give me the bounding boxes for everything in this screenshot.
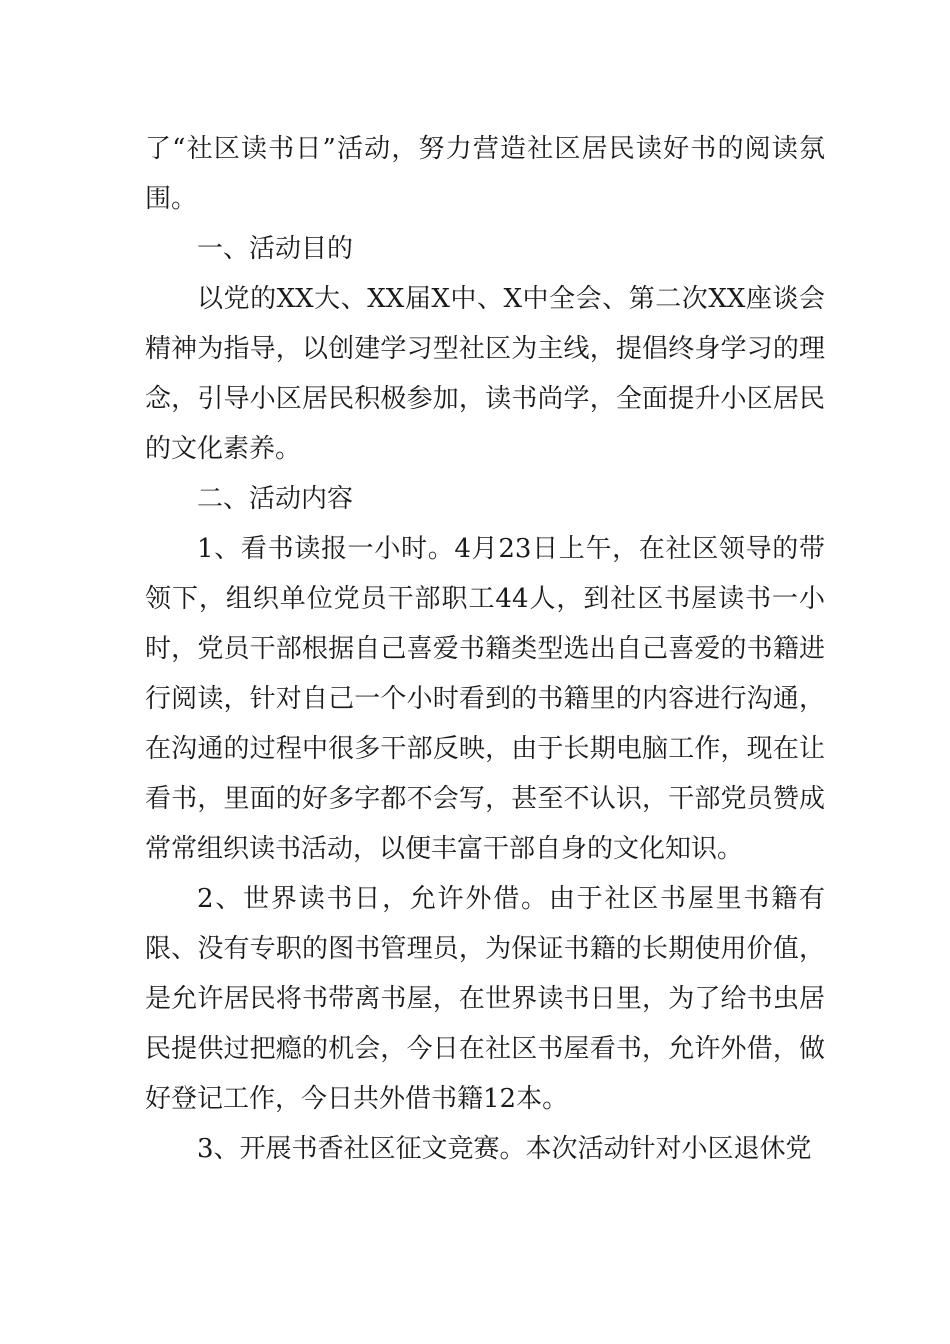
paragraph-intro-continuation: 了“社区读书日”活动，努力营造社区居民读好书的阅读氛围。 xyxy=(145,134,825,214)
paragraph-item-2: 2、世界读书日，允许外借。由于社区书屋里书籍有限、没有专职的图书管理员，为保证书籍的长期使用价值，是允许居民将书带离书屋，在世界读书日里，为了给书虫居民提供过把瘾的机会，今日在社区书屋看书，允许外借，做好登记工作，今日共外借书籍12本。 xyxy=(145,884,825,1114)
paragraph-purpose-body: 以党的XX大、XX届X中、X中全会、第二次XX座谈会精神为指导，以创建学习型社区为主线，提倡终身学习的理念，引导小区居民积极参加，读书尚学，全面提升小区居民的文化素养。 xyxy=(145,284,825,464)
heading-activity-content: 二、活动内容 xyxy=(197,484,354,514)
document-body xyxy=(145,124,825,1174)
heading-activity-purpose: 一、活动目的 xyxy=(197,234,354,264)
paragraph-item-3: 3、开展书香社区征文竞赛。本次活动针对小区退休党 xyxy=(197,1134,812,1164)
paragraph-item-1: 1、看书读报一小时。4月23日上午，在社区领导的带领下，组织单位党员干部职工44人，到社区书屋读书一小时，党员干部根据自己喜爱书籍类型选出自己喜爱的书籍进行阅读，针对自己一个小时看到的书籍里的内容进行沟通，在沟通的过程中很多干部反映，由于长期电脑工作，现在让看书，里面的好多字都不会写，甚至不认识，干部党员赞成常常组织读书活动，以便丰富干部自身的文化知识。 xyxy=(145,534,825,864)
